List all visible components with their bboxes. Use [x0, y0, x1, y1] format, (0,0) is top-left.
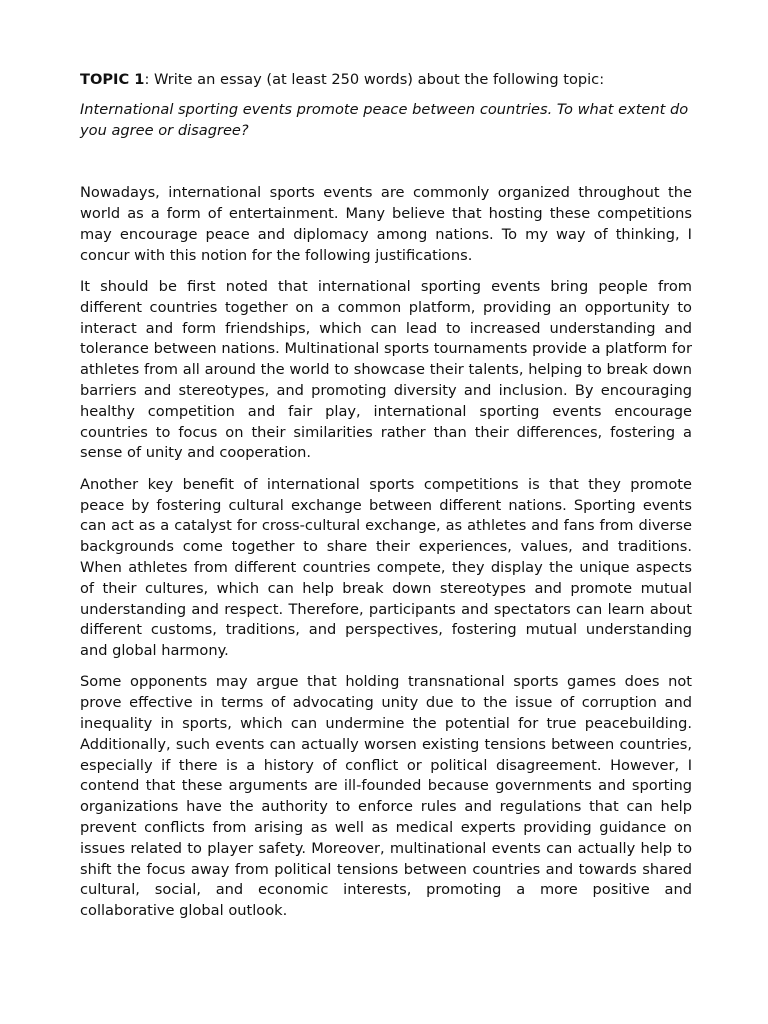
topic-instruction: : Write an essay (at least 250 words) about the following topic: — [144, 71, 605, 88]
topic-heading — [80, 70, 692, 91]
essay-paragraph-body-2: Another key benefit of international sports competitions is that they promote peace by fostering cultural exchange between different nations. Sporting events can act as a catalyst for cross-cultural exchange, as athletes and fans from diverse backgrounds come together to share their experiences, values, and traditions. When athletes from different countries compete, they display the unique aspects of their cultures, which can help break down stereotypes and promote mutual understanding and respect. Therefore, participants and spectators can learn about different customs, traditions, and perspectives, fostering mutual understanding and global harmony. — [80, 475, 692, 660]
essay-paragraph-body-1: It should be first noted that international sporting events bring people from different countries together on a common platform, providing an opportunity to interact and form friendships, which can lead to increased understanding and tolerance between nations. Multinational sports tournaments provide a platform for athletes from all around the world to showcase their talents, helping to break down barriers and stereotypes, and promoting diversity and inclusion. By encouraging healthy competition and fair play, international sporting events encourage countries to focus on their similarities rather than their differences, fostering a sense of unity and cooperation. — [80, 278, 692, 462]
essay-paragraph-counterargument: Some opponents may argue that holding transnational sports games does not prove effective in terms of advocating unity due to the issue of corruption and inequality in sports, which can undermine the potential for true peacebuilding. Additionally, such events can actually worsen existing tensions between countries, especially if there is a history of conflict or political disagreement. However, I contend that these arguments are ill-founded because governments and sporting organizations have the authority to enforce rules and regulations that can help prevent conflicts from arising as well as medical experts providing guidance on issues related to player safety. Moreover, multinational events can actually help to shift the focus away from political tensions between countries and towards shared cultural, social, and economic interests, promoting a more positive and collaborative global outlook. — [80, 673, 692, 920]
topic-prompt: International sporting events promote peace between countries. To what extent do you agree or disagree? — [80, 100, 689, 139]
document-page — [80, 70, 692, 932]
topic-label: TOPIC 1 — [80, 71, 145, 88]
essay-paragraph-intro: Nowadays, international sports events are commonly organized throughout the world as a form of entertainment. Many believe that hosting these competitions may encourage peace and diplomacy among nations. To my way of thinking, I concur with this notion for the following justifications. — [80, 184, 692, 264]
